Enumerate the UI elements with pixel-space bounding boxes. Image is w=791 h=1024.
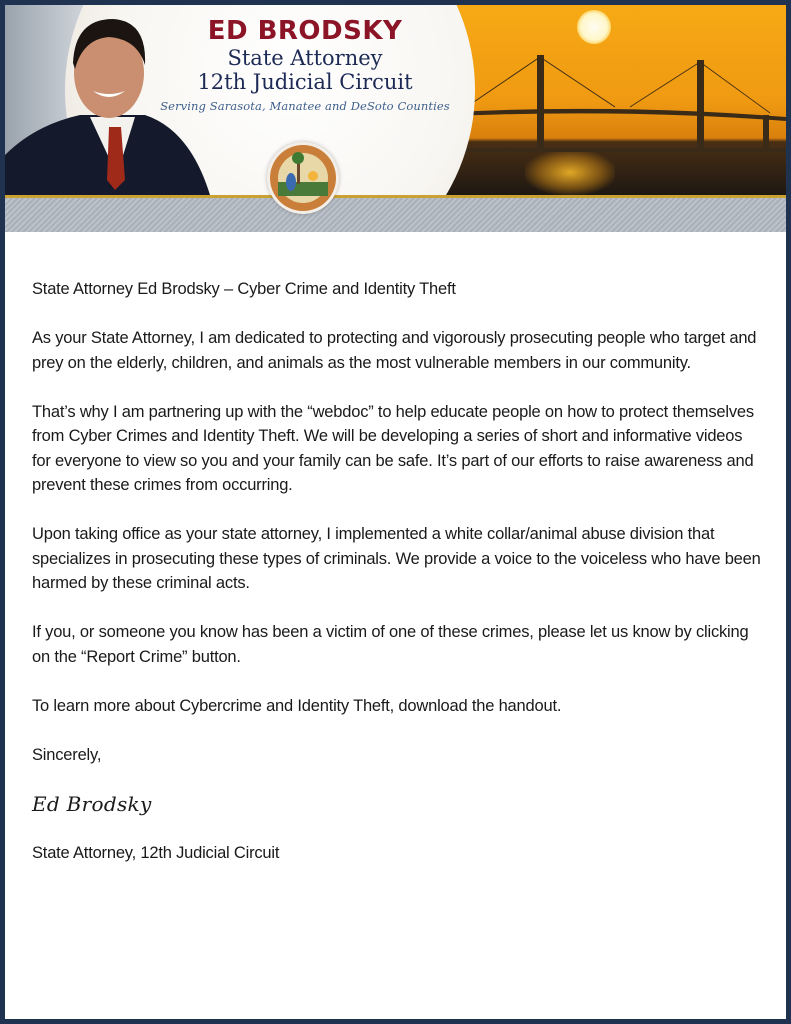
title-block	[155, 17, 455, 113]
letter-paragraph: As your State Attorney, I am dedicated to protecting and vigorously prosecuting people who target and prey on the elderly, children, and animals as the most vulnerable members in our community.	[32, 329, 757, 372]
closing: Sincerely,	[32, 745, 102, 764]
florida-seal-icon	[267, 142, 339, 214]
letter-paragraph: That’s why I am partnering up with the “webdoc” to help educate people on how to protect themselves from Cyber Crimes and Identity Theft. We will be developing a series of short and informative videos for everyone to view so you and your family can be safe. It’s part of our efforts to raise awareness and prevent these crimes from occurring.	[32, 402, 754, 494]
letter-paragraph: Upon taking office as your state attorney, I implemented a white collar/animal abuse division that specializes in prosecuting these types of criminals. We provide a voice to the voiceless who have been harmed by these criminal acts.	[32, 525, 761, 592]
letter-paragraph: If you, or someone you know has been a victim of one of these crimes, please let us know by clicking on the “Report Crime” button.	[32, 623, 749, 666]
serving-tagline: Serving Sarasota, Manatee and DeSoto Counties	[160, 99, 450, 113]
bridge-silhouette-icon	[435, 5, 786, 195]
signature: Ed Brodsky	[32, 791, 152, 816]
office-title: State Attorney	[227, 46, 383, 70]
signer-title: State Attorney, 12th Judicial Circuit	[32, 843, 280, 862]
page-frame	[5, 5, 786, 1019]
letter-heading: State Attorney Ed Brodsky – Cyber Crime and Identity Theft	[32, 280, 456, 298]
official-name: ED BRODSKY	[207, 16, 403, 46]
letter-body	[32, 277, 762, 890]
seal-graphic	[267, 142, 339, 214]
circuit-title: 12th Judicial Circuit	[197, 70, 413, 94]
letter-paragraph: To learn more about Cybercrime and Identity Theft, download the handout.	[32, 696, 562, 715]
striped-band	[5, 198, 786, 232]
header-banner	[5, 5, 786, 195]
